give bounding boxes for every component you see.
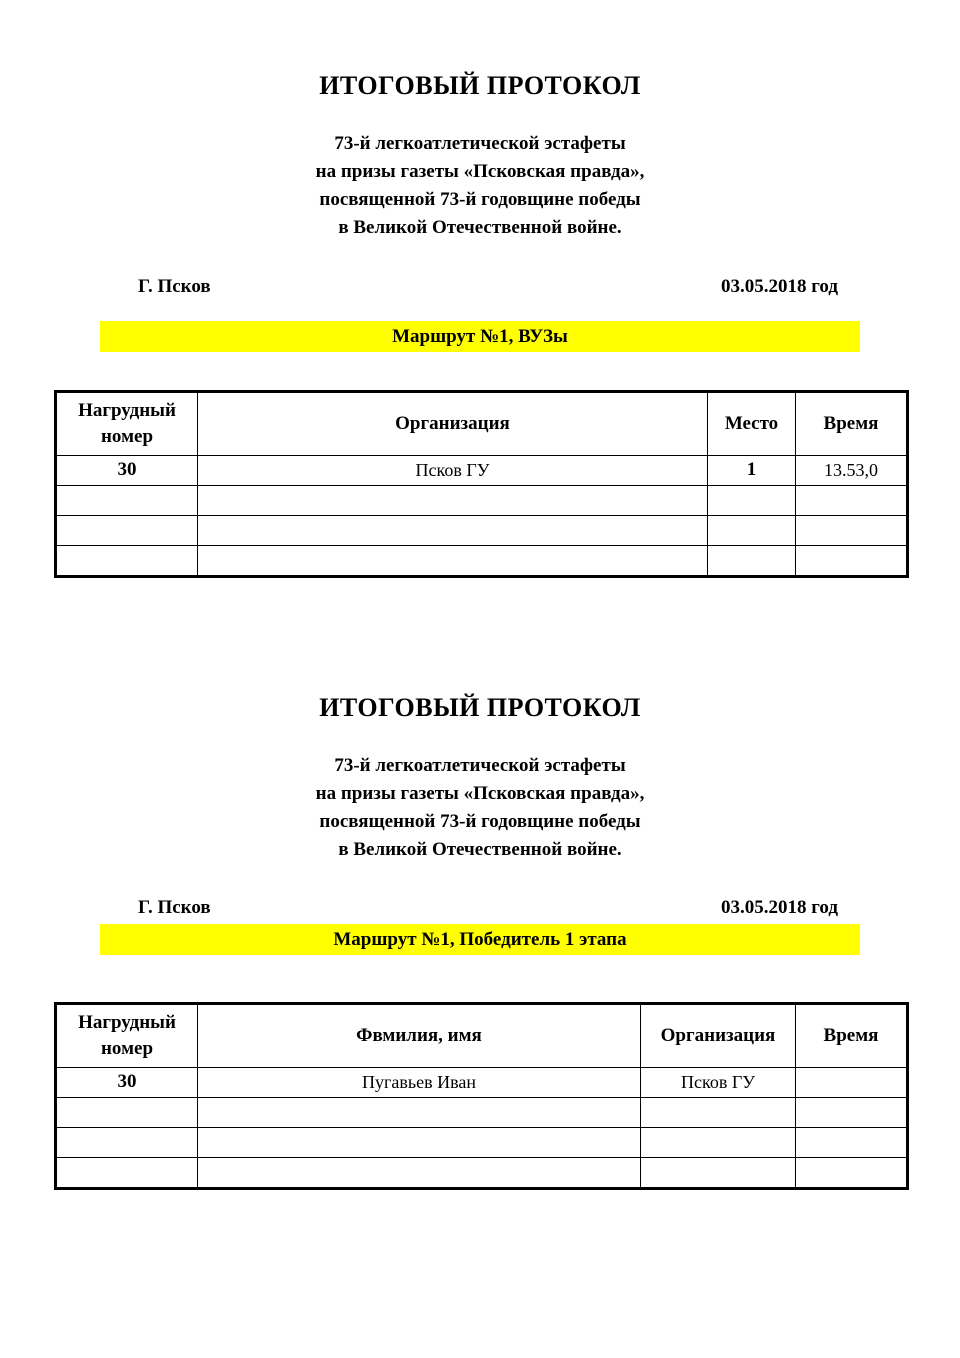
table-header-row [56,391,908,455]
cell-org [641,1097,796,1127]
page-title: ИТОГОВЫЙ ПРОТОКОЛ [319,693,641,722]
cell-org [641,1127,796,1157]
column-header-time: Время [796,391,908,455]
table-row [56,545,908,576]
subtitle-block-2 [0,752,960,864]
cell-time [796,485,908,515]
cell-org: Псков ГУ [198,455,708,485]
table-row [56,485,908,515]
cell-bib [56,1097,198,1127]
cell-bib [56,1157,198,1188]
banner-wrap-1 [100,321,860,352]
cell-bib [56,485,198,515]
column-header-name: Фвмилия, имя [198,1003,641,1067]
page-title: ИТОГОВЫЙ ПРОТОКОЛ [319,71,641,100]
table-wrap-2 [54,1002,906,1190]
subtitle-line: 73-й легкоатлетической эстафеты [334,132,626,154]
column-header-org: Организация [641,1003,796,1067]
cell-time [796,1067,908,1097]
cell-place [708,515,796,545]
cell-time [796,545,908,576]
cell-org [641,1157,796,1188]
table-row [56,1157,908,1188]
cell-time [796,1127,908,1157]
table-row [56,1097,908,1127]
cell-time [796,1157,908,1188]
cell-bib [56,515,198,545]
results-table-1 [54,390,909,578]
route-banner-2: Маршрут №1, Победитель 1 этапа [100,924,860,955]
cell-name [198,1127,641,1157]
results-table-2 [54,1002,909,1190]
cell-bib [56,1127,198,1157]
cell-name [198,1157,641,1188]
cell-bib [56,545,198,576]
cell-bib: 30 [56,455,198,485]
meta-row-1 [0,276,960,298]
cell-org: Псков ГУ [641,1067,796,1097]
table-row [56,1127,908,1157]
route-banner-1: Маршрут №1, ВУЗы [100,321,860,352]
cell-bib: 30 [56,1067,198,1097]
protocol-section-1 [0,0,960,578]
column-header-bib: Нагрудный номер [56,1003,198,1067]
subtitle-block-1 [0,130,960,242]
date-label: 03.05.2018 год [721,275,838,297]
subtitle-line: на призы газеты «Псковская правда», [315,160,645,182]
cell-place: 1 [708,455,796,485]
subtitle-line: посвященной 73-й годовщине победы [319,810,641,832]
column-header-bib: Нагрудный номер [56,391,198,455]
subtitle-line: 73-й легкоатлетической эстафеты [334,754,626,776]
subtitle-line: в Великой Отечественной войне. [338,216,622,238]
subtitle-line: на призы газеты «Псковская правда», [315,782,645,804]
banner-wrap-2 [100,924,860,955]
table-row [56,1067,908,1097]
cell-name: Пугавьев Иван [198,1067,641,1097]
column-header-place: Место [708,391,796,455]
meta-row-2 [0,897,960,919]
column-header-org: Организация [198,391,708,455]
column-header-time: Время [796,1003,908,1067]
cell-org [198,515,708,545]
cell-org [198,545,708,576]
cell-place [708,485,796,515]
table-row [56,455,908,485]
cell-time [796,1097,908,1127]
table-row [56,515,908,545]
cell-org [198,485,708,515]
subtitle-line: в Великой Отечественной войне. [338,838,622,860]
protocol-section-2 [0,620,960,1190]
city-label: Г. Псков [138,275,211,297]
subtitle-line: посвященной 73-й годовщине победы [319,188,641,210]
cell-name [198,1097,641,1127]
cell-time [796,515,908,545]
city-label: Г. Псков [138,896,211,918]
table-header-row [56,1003,908,1067]
date-label: 03.05.2018 год [721,896,838,918]
cell-place [708,545,796,576]
table-wrap-1 [54,390,906,578]
cell-time: 13.53,0 [796,455,908,485]
